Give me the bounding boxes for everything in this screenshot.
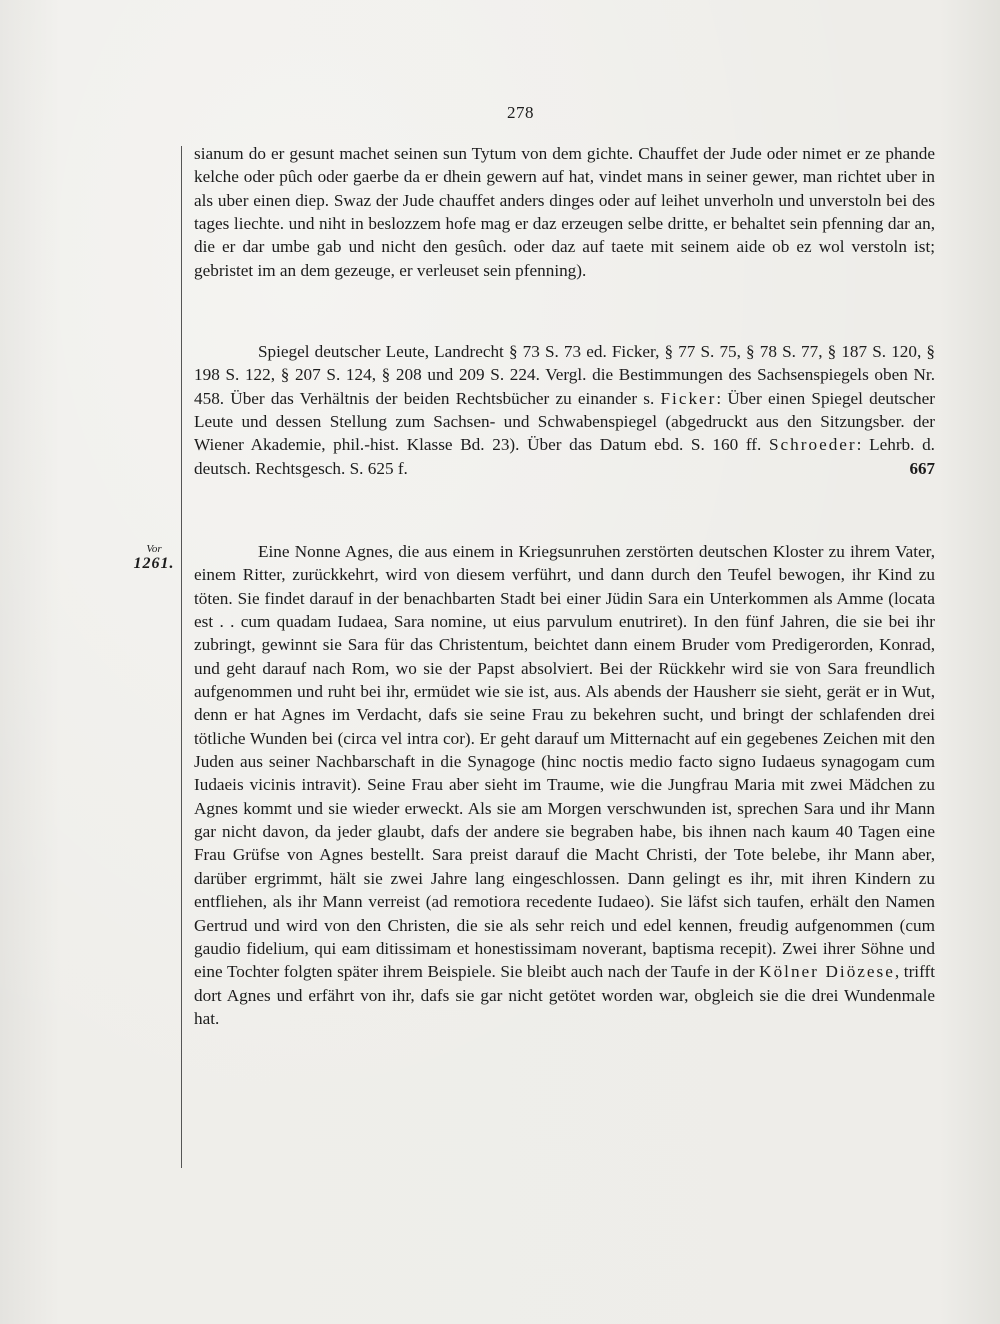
paragraph-references (194, 340, 935, 480)
narrative-text (194, 540, 935, 1030)
margin-date-note (132, 543, 176, 573)
paragraph-continuation-text: sianum do er gesunt machet seinen sun Tytum von dem gichte. Chauffet der Jude oder nimet er ze phande kelche oder pûch oder gaerbe da er dhein gewern auf hat, vindet mans in seiner gewer, man richtet uber in als uber einen diep. Swaz der Jude chauffet anders dinges oder auf leihet unverholn und unverstoln bei des tages liechte. und niht in beslozzem hofe mag er daz erzeugen selbe dritte, er behaltet sein pfenning dar an, die er dar umbe gab und nicht den gesûch. oder daz auf taete mit seinem aide ob ez wol verstoln ist; gebristet im an dem gezeuge, er verleuset sein pfenning). (194, 144, 935, 280)
margin-note-label: Vor (146, 543, 162, 555)
author-schroeder: Schroeder (768, 435, 857, 455)
references-part-1: Spiegel deutscher Leute, Landrecht § 73 S. 73 ed. Ficker, § 77 S. 75, § 78 S. 77, § 187 S. 120, § 198 S. 122, § 207 S. 124, § 208 und 209 S. 224. Vergl. die Bestimmungen des Sachsenspiegels oben Nr. 458. Über das Verhältnis der beiden Rechtsbücher zu einander s. (194, 342, 935, 408)
narrative-part-2: , trifft dort Agnes und erfährt von ihr, dafs sie gar nicht getötet worden war, obgleich sie die drei Wundenmale hat. (194, 962, 935, 1028)
paragraph-continuation (194, 142, 935, 282)
document-number: 667 (909, 458, 935, 478)
page-number: 278 (507, 103, 534, 122)
author-ficker: Ficker (660, 388, 717, 408)
references-part-2: : Über einen Spiegel deutscher Leute und dessen Stellung zum Sachsen- und Schwabenspiegel (abgedruckt aus den Sitzungsber. der Wiener Akademie, phil.-hist. Klasse Bd. 23). Über das Datum ebd. S. 160 ff. (194, 388, 935, 455)
paragraph-narrative (194, 540, 935, 1030)
references-part-3: : Lehrb. d. deutsch. Rechtsgesch. S. 625 f. (194, 435, 935, 478)
margin-note-year: 1261. (133, 555, 175, 572)
margin-rule (181, 146, 182, 1168)
narrative-part-1: Eine Nonne Agnes, die aus einem in Kriegsunruhen zerstörten deutschen Kloster zu ihrem Vater, einem Ritter, zurückkehrt, wird von diesem verführt, und dann durch den Teufel bewogen, ihr Kind zu töten. Sie findet darauf in der benachbarten Stadt bei einer Jüdin Sara ein Unterkommen als Amme (locata est . . cum quadam Iudaea, Sara nomine, ut eius parvulum enutriret). In den fünf Jahren, die sie bei ihr zubringt, gewinnt sie Sara für das Christentum, beichtet dann einem Bruder vom Predigerorden, Konrad, und geht darauf nach Rom, wo sie der Papst absolviert. Bei der Rückkehr wird sie von Sara freundlich aufgenommen und ruht bei ihr, ermüdet wie sie ist, aus. Als abends der Hausherr sie sieht, gerät er in Wut, denn er hat Agnes im Verdacht, dafs sie seine Frau zu bekehren sucht, und bringt der schlafenden drei tötliche Wunden bei (circa vel intra cor). Er geht darauf um Mitternacht auf ein gegebenes Zeichen mit den Juden aus seiner Nachbarschaft in die Synagoge (hinc noctis medio facto signo Iudaeus synagogam cum Iudaeis vicinis intravit). Seine Frau aber sieht im Traume, wie die Jungfrau Maria mit zwei Mädchen zu Agnes kommt und sie wieder erweckt. Als sie am Morgen verschwunden ist, sprechen Sara und ihr Mann gar nicht davon, da jeder glaubt, dafs der andere sie begraben habe, bis ihnen nach kaum 40 Tagen eine Frau Grüfse von Agnes bestellt. Sara preist darauf die Macht Christi, der Tote belebe, ihr Mann aber, darüber ergrimmt, hält sie zwei Jahre lang eingeschlossen. Dann gelingt es ihr, mit ihren Kindern zu entfliehen, als ihr Mann verreist (ad remotiora recedente Iudaeo). Sie läfst sich taufen, erhält den Namen Gertrud und wird von den Christen, die sie als sehr reich und edel kennen, freudig aufgenommen (cum gaudio fidelium, qui eam ditissimam et honestissimam noverant, baptisma recepit). Zwei ihrer Söhne und eine Tochter folgten später ihrem Beispiele. Sie bleibt auch nach der Taufe in der (194, 542, 935, 982)
references-text (194, 340, 935, 480)
spaced-koelner-dioezese: Kölner Diözese (759, 962, 895, 982)
